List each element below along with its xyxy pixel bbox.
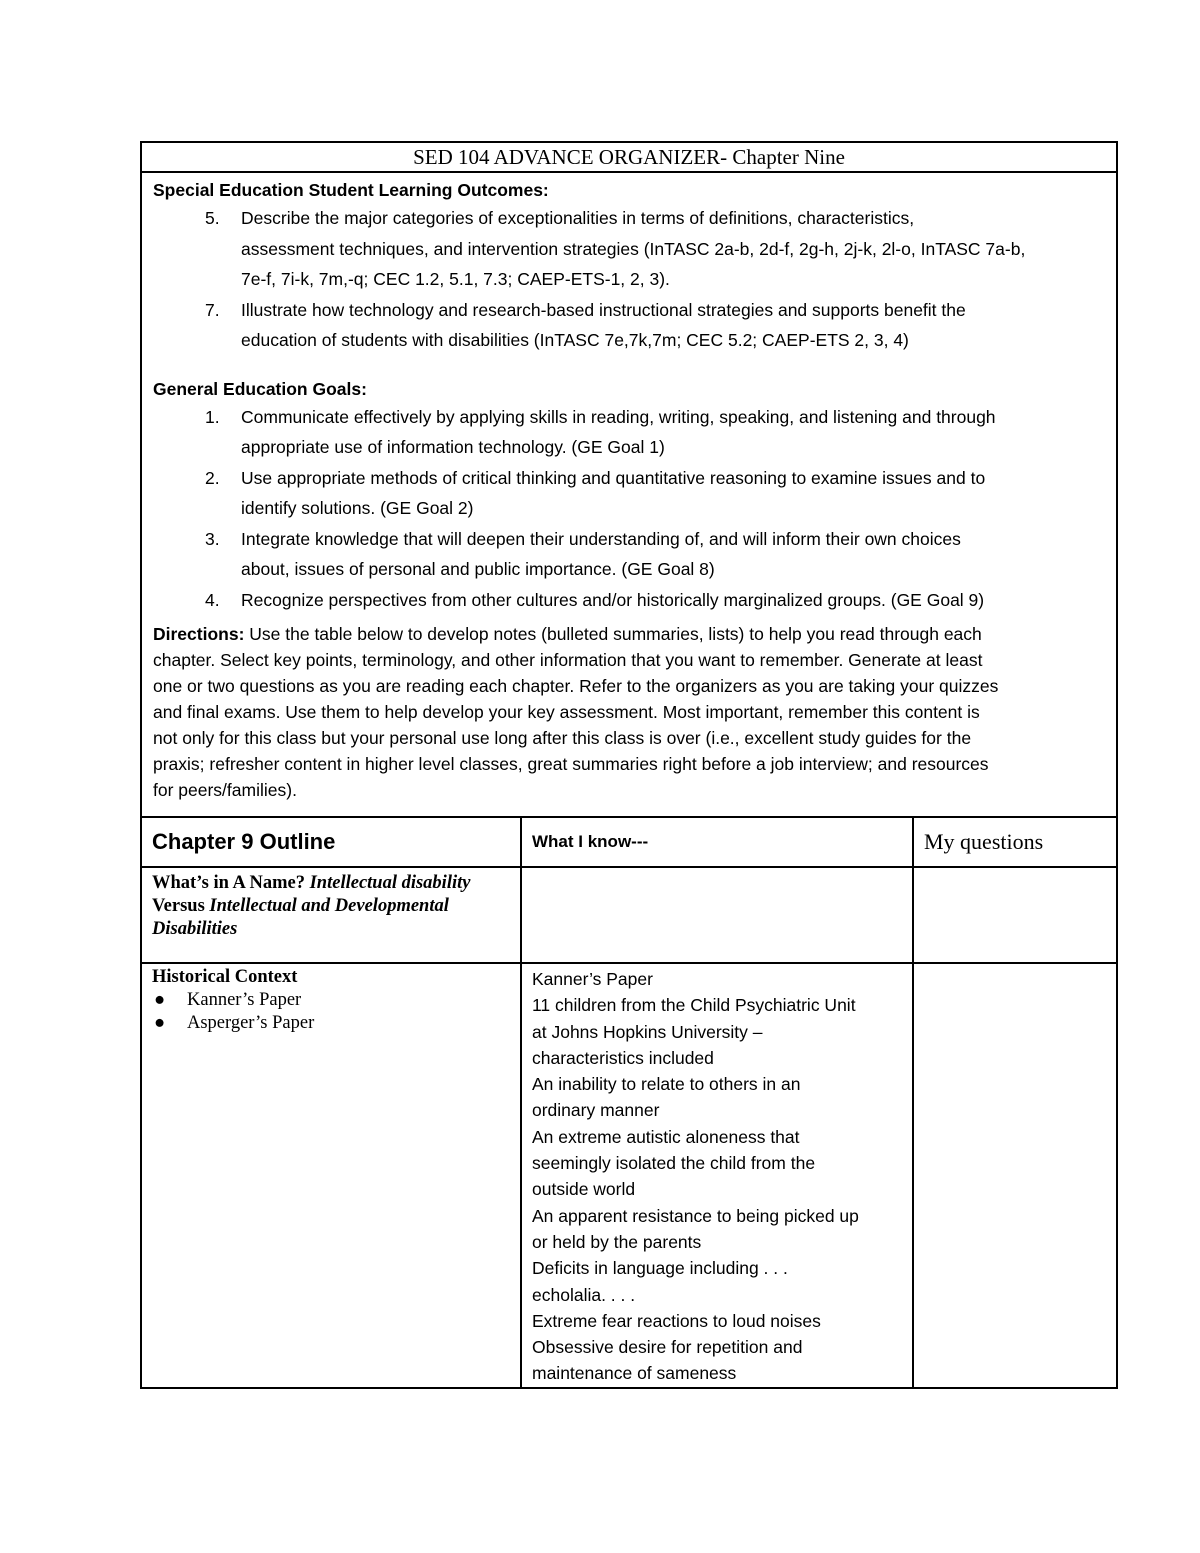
advance-organizer-document — [140, 141, 1118, 1389]
bullet-text: Kanner’s Paper — [187, 990, 302, 1010]
outline-cell — [142, 867, 521, 963]
chapter-outline-table — [142, 816, 1116, 1387]
table-row — [142, 963, 1116, 1387]
note-line: at Johns Hopkins University – — [532, 1021, 763, 1042]
outcome-line: Illustrate how technology and research-based instructional strategies and supports benefit the — [241, 299, 966, 320]
note-line: outside world — [532, 1179, 636, 1200]
goal-line: Communicate effectively by applying skills in reading, writing, speaking, and listening and through — [241, 406, 996, 427]
header-outline-label: Chapter 9 Outline — [152, 829, 336, 854]
outcome-line: assessment techniques, and intervention strategies (InTASC 2a-b, 2d-f, 2g-h, 2j-k, 2l-o, InTASC 7a-b, — [241, 238, 1026, 259]
list-number: 7. — [205, 299, 220, 320]
list-item — [152, 1012, 510, 1035]
bullet-text: Asperger’s Paper — [187, 1013, 315, 1033]
note-line: ordinary manner — [532, 1100, 660, 1121]
sped-outcome-7 — [153, 295, 1106, 356]
header-outline — [142, 817, 521, 867]
row-title-italic: Intellectual and Developmental Disabilities — [152, 896, 449, 939]
note-line: seemingly isolated the child from the — [532, 1153, 816, 1174]
my-questions-cell[interactable] — [913, 867, 1116, 963]
list-number: 5. — [205, 208, 220, 228]
directions-line — [153, 621, 1106, 647]
list-number: 2. — [205, 467, 220, 488]
goal-line: Integrate knowledge that will deepen their understanding of, and will inform their own choices — [241, 528, 961, 549]
directions-line: not only for this class but your personal use long after this class is over (i.e., excellent study guides for the — [153, 728, 972, 748]
note-line: Obsessive desire for repetition and — [532, 1337, 803, 1358]
list-number: 3. — [205, 528, 220, 549]
what-i-know-cell[interactable] — [521, 867, 913, 963]
table-row — [142, 867, 1116, 963]
ge-goal-3 — [153, 524, 1106, 585]
sped-outcome-5 — [153, 203, 1106, 295]
directions-line: praxis; refresher content in higher level classes, great summaries right before a job interview; and resources — [153, 754, 989, 774]
outcome-line: education of students with disabilities (InTASC 7e,7k,7m; CEC 5.2; CAEP-ETS 2, 3, 4) — [241, 330, 909, 350]
header-what-i-know — [521, 817, 913, 867]
note-line: characteristics included — [532, 1047, 714, 1068]
row-title-text: What’s in A Name? — [152, 873, 310, 893]
list-number: 4. — [205, 589, 220, 610]
goal-line: appropriate use of information technology. (GE Goal 1) — [241, 437, 665, 457]
ge-goal-4 — [153, 585, 1106, 616]
goal-line: Recognize perspectives from other cultures and/or historically marginalized groups. (GE Goal 9) — [241, 589, 985, 610]
directions-line: chapter. Select key points, terminology, and other information that you want to remember. Generate at least — [153, 650, 983, 670]
note-line: An inability to relate to others in an — [532, 1074, 801, 1095]
outcome-line: Describe the major categories of exceptionalities in terms of definitions, characteristics, — [241, 208, 915, 228]
ge-goals-heading: General Education Goals: — [153, 378, 367, 399]
what-i-know-cell[interactable] — [521, 963, 913, 1387]
goal-line: identify solutions. (GE Goal 2) — [241, 498, 474, 518]
note-line: or held by the parents — [532, 1231, 702, 1252]
table-header-row — [142, 817, 1116, 867]
note-line: Extreme fear reactions to loud noises — [532, 1310, 821, 1331]
directions-text: Use the table below to develop notes (bulleted summaries, lists) to help you read through each — [244, 624, 982, 644]
note-line: Deficits in language including . . . — [532, 1258, 788, 1279]
list-number: 1. — [205, 406, 220, 427]
goal-line: Use appropriate methods of critical thinking and quantitative reasoning to examine issues and to — [241, 467, 986, 488]
ge-goal-2 — [153, 463, 1106, 524]
directions-paragraph — [153, 621, 1106, 803]
directions-line: for peers/families). — [153, 780, 297, 800]
list-item — [152, 989, 510, 1012]
outline-bullets — [152, 989, 510, 1035]
note-line: 11 children from the Child Psychiatric Unit — [532, 995, 856, 1016]
directions-label: Directions: — [153, 624, 245, 644]
directions-line: one or two questions as you are reading each chapter. Refer to the organizers as you are taking your quizzes — [153, 676, 999, 696]
bullet-icon: ● — [154, 1013, 166, 1033]
intro-section — [142, 173, 1116, 816]
note-line: An apparent resistance to being picked up — [532, 1205, 859, 1226]
directions-line: and final exams. Use them to help develop your key assessment. Most important, remember this content is — [153, 702, 980, 722]
bullet-icon: ● — [154, 990, 166, 1010]
my-questions-cell[interactable] — [913, 963, 1116, 1387]
row-title-italic: Intellectual disability — [309, 873, 471, 893]
header-my-questions — [913, 817, 1116, 867]
document-title: SED 104 ADVANCE ORGANIZER- Chapter Nine — [142, 143, 1116, 173]
row-heading: Historical Context — [152, 967, 298, 987]
note-line: Kanner’s Paper — [532, 969, 653, 989]
header-my-questions-label: My questions — [924, 829, 1044, 854]
goal-line: about, issues of personal and public importance. (GE Goal 8) — [241, 559, 715, 579]
sped-outcomes-heading: Special Education Student Learning Outcomes: — [153, 180, 549, 200]
outcome-line: 7e-f, 7i-k, 7m,-q; CEC 1.2, 5.1, 7.3; CAEP-ETS-1, 2, 3). — [241, 269, 670, 289]
outline-cell — [142, 963, 521, 1387]
note-line: echolalia. . . . — [532, 1284, 636, 1305]
header-what-i-know-label: What I know--- — [532, 832, 649, 851]
row-title-text: Versus — [152, 896, 210, 916]
note-line: An extreme autistic aloneness that — [532, 1126, 800, 1147]
ge-goals-list — [153, 402, 1106, 616]
note-line: maintenance of sameness — [532, 1363, 737, 1384]
ge-goal-1 — [153, 402, 1106, 463]
sped-outcomes-list — [153, 203, 1106, 356]
